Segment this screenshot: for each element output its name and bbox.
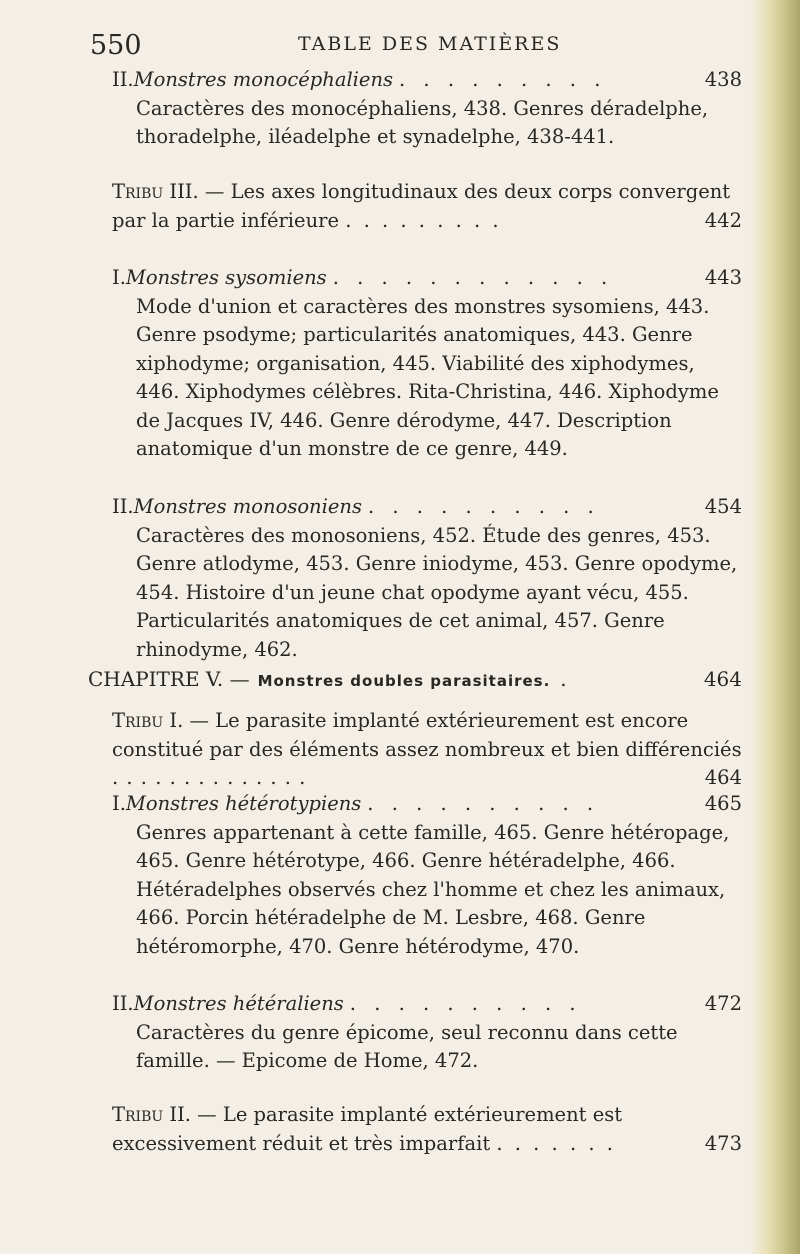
entry-title: — Le parasite implanté extérieurement est excessivement réduit et très imparfait bbox=[112, 1103, 623, 1155]
entry-label: II. bbox=[112, 992, 134, 1015]
entry-page: 442 bbox=[704, 208, 742, 232]
toc-entry-tribu-ii bbox=[112, 1101, 742, 1158]
dot-leader: . bbox=[560, 667, 567, 691]
chapter-label: CHAPITRE V. — bbox=[88, 667, 250, 691]
dot-leader: . . . . . . . . . . bbox=[367, 495, 600, 518]
toc-entry-heterotypiens bbox=[112, 790, 742, 961]
page-header bbox=[90, 26, 750, 66]
entry-label: I. bbox=[112, 792, 126, 815]
toc-entry-tribu-iii bbox=[112, 178, 742, 235]
entry-description: Caractères des monocéphaliens, 438. Genres déradelphe, thoradelphe, iléadelphe et synadelphe, 438-441. bbox=[136, 96, 709, 148]
entry-page: 443 bbox=[704, 266, 742, 289]
entry-title: Monstres monocéphaliens bbox=[133, 68, 394, 91]
dot-leader: . . . . . . . . . . bbox=[367, 792, 600, 815]
entry-page: 454 bbox=[704, 495, 742, 518]
toc-entry-tribu-i bbox=[112, 707, 742, 793]
entry-description: Caractères des monosoniens, 452. Étude des genres, 453. Genre atlodyme, 453. Genre iniodyme, 453. Genre opodyme, 454. Histoire d'un jeune chat opodyme ayant vécu, 455. Particularités anatomiques de cet animal, 457. Genre rhinodyme, 462. bbox=[136, 523, 738, 661]
entry-label: II. bbox=[112, 68, 134, 91]
entry-label: II. bbox=[112, 495, 134, 518]
entry-title: Monstres monosoniens bbox=[133, 495, 362, 518]
dot-leader: . . . . . . . . . . bbox=[349, 992, 582, 1015]
entry-description: Genres appartenant à cette famille, 465. Genre hétéropage, 465. Genre hétérotype, 466. Genre hétéradelphe, 466. Hétéradelphes observés chez l'homme et chez les animaux, 466. Porcin hétéradelphe de M. Lesbre, 468. Genre hétéromorphe, 470. Genre hétérodyme, 470. bbox=[136, 820, 730, 958]
entry-title: Monstres sysomiens bbox=[125, 266, 327, 289]
toc-entry-sysomiens bbox=[112, 264, 742, 464]
page-number: 550 bbox=[90, 30, 142, 61]
dot-leader: . . . . . . . bbox=[496, 1131, 616, 1155]
entry-label: Tribu II. bbox=[112, 1103, 191, 1126]
toc-entry-monocephaliens bbox=[112, 66, 742, 152]
entry-label: Tribu I. bbox=[112, 709, 184, 732]
entry-page: 465 bbox=[704, 792, 742, 815]
entry-page: 438 bbox=[704, 68, 742, 91]
running-head: TABLE DES MATIÈRES bbox=[298, 33, 562, 55]
dot-leader: . . . . . . . . . bbox=[345, 208, 502, 232]
entry-title: Monstres hétérotypiens bbox=[125, 792, 362, 815]
chapter-title: Monstres doubles parasitaires. bbox=[257, 672, 551, 690]
entry-label: I. bbox=[112, 266, 126, 289]
entry-title: — Les axes longitudinaux des deux corps convergent par la partie inférieure bbox=[112, 180, 731, 232]
entry-description: Caractères du genre épicome, seul reconnu dans cette famille. — Epicome de Home, 472. bbox=[136, 1020, 678, 1072]
entry-page: 464 bbox=[704, 766, 742, 789]
chapter-heading bbox=[88, 665, 742, 695]
toc-entry-heteraliens bbox=[112, 990, 742, 1076]
entry-title: Monstres hétéraliens bbox=[133, 992, 344, 1015]
entry-page: 473 bbox=[704, 1131, 742, 1155]
page-edge bbox=[750, 0, 800, 1254]
toc-entry-monosoniens bbox=[112, 493, 742, 664]
entry-label: Tribu III. bbox=[112, 180, 199, 203]
entry-title: — Le parasite implanté extérieurement est encore constitué par des éléments assez nombreux et bien différenciés bbox=[112, 709, 742, 761]
entry-page: 472 bbox=[704, 992, 742, 1015]
chapter-page: 464 bbox=[703, 667, 742, 691]
dot-leader: . . . . . . . . . . . . bbox=[332, 266, 614, 289]
entry-description: Mode d'union et caractères des monstres sysomiens, 443. Genre psodyme; particularités anatomiques, 443. Genre xiphodyme; organisation, 445. Viabilité des xiphodymes, 446. Xiphodymes célèbres. Rita-Christina, 446. Xiphodyme de Jacques IV, 446. Genre dérodyme, 447. Description anatomique d'un monstre de ce genre, 449. bbox=[136, 294, 719, 460]
dot-leader: . . . . . . . . . . . . . . bbox=[112, 766, 307, 789]
dot-leader: . . . . . . . . . bbox=[399, 68, 607, 91]
